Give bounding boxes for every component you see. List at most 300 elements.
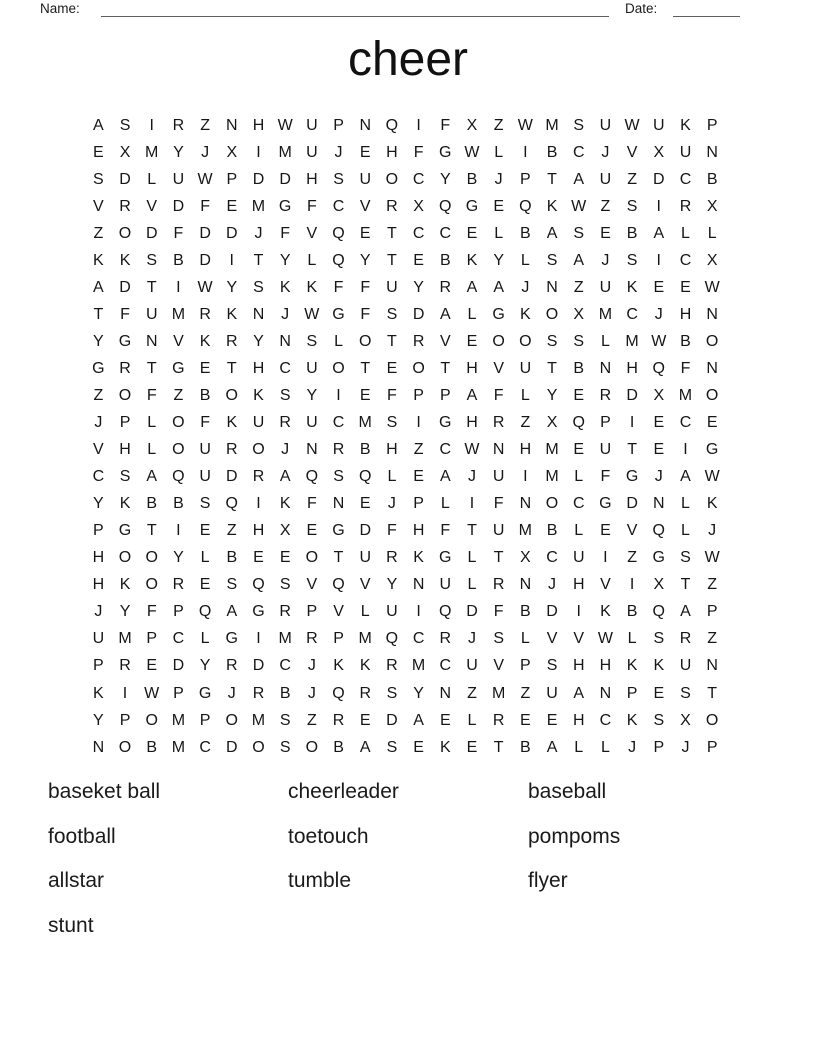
grid-letter: V bbox=[359, 197, 371, 215]
grid-letter: S bbox=[680, 684, 691, 702]
grid-letter: F bbox=[146, 603, 157, 621]
grid-letter: C bbox=[412, 630, 425, 648]
grid-letter: H bbox=[412, 522, 425, 540]
grid-letter: M bbox=[625, 332, 639, 350]
grid-letter: G bbox=[278, 197, 292, 215]
grid-letter: M bbox=[411, 657, 426, 675]
grid-letter: R bbox=[226, 332, 238, 350]
grid-letter: B bbox=[626, 603, 638, 621]
grid-letter: T bbox=[146, 359, 157, 377]
grid-letter: T bbox=[387, 251, 397, 269]
grid-letter: O bbox=[492, 332, 505, 350]
grid-letter: R bbox=[279, 603, 291, 621]
grid-letter: B bbox=[626, 224, 638, 242]
grid-letter: V bbox=[493, 359, 504, 377]
grid-letter: S bbox=[546, 657, 558, 675]
grid-letter: P bbox=[119, 711, 131, 729]
grid-letter: R bbox=[386, 657, 398, 675]
grid-letter: P bbox=[226, 170, 238, 188]
grid-letter: L bbox=[494, 143, 504, 161]
grid-letter: P bbox=[413, 495, 424, 513]
grid-letter: Y bbox=[199, 657, 211, 675]
grid-letter: T bbox=[493, 738, 504, 756]
grid-letter: G bbox=[492, 305, 505, 323]
grid-letter: E bbox=[146, 657, 158, 675]
grid-letter: L bbox=[467, 576, 477, 594]
grid-letter: L bbox=[200, 549, 210, 567]
grid-letter: A bbox=[573, 170, 585, 188]
grid-letter: W bbox=[704, 549, 720, 567]
grid-letter: C bbox=[679, 170, 692, 188]
grid-letter: Y bbox=[359, 251, 371, 269]
grid-letter: J bbox=[281, 305, 290, 323]
grid-letter: B bbox=[173, 251, 184, 269]
grid-letter: F bbox=[493, 603, 504, 621]
grid-letter: W bbox=[571, 197, 587, 215]
grid-letter: T bbox=[333, 549, 344, 567]
grid-letter: Y bbox=[413, 278, 424, 296]
grid-letter: K bbox=[119, 576, 131, 594]
grid-letter: F bbox=[200, 414, 210, 432]
grid-letter: G bbox=[225, 630, 238, 648]
grid-letter: B bbox=[199, 386, 211, 404]
grid-letter: M bbox=[358, 414, 372, 432]
grid-letter: X bbox=[279, 522, 291, 540]
grid-letter: Y bbox=[386, 576, 398, 594]
grid-letter: A bbox=[413, 711, 424, 729]
grid-letter: B bbox=[466, 170, 478, 188]
grid-letter: R bbox=[279, 414, 291, 432]
grid-letter: Z bbox=[93, 224, 104, 242]
grid-letter: D bbox=[279, 170, 291, 188]
grid-letter: W bbox=[597, 630, 613, 648]
grid-letter: H bbox=[679, 305, 692, 323]
grid-letter: X bbox=[706, 197, 718, 215]
grid-letter: L bbox=[147, 441, 157, 459]
grid-letter: L bbox=[574, 522, 584, 540]
grid-letter: K bbox=[626, 657, 638, 675]
grid-letter: V bbox=[546, 630, 558, 648]
grid-letter: F bbox=[493, 386, 504, 404]
grid-letter: U bbox=[306, 414, 318, 432]
grid-letter: S bbox=[546, 251, 558, 269]
grid-letter: M bbox=[171, 305, 186, 323]
grid-letter: D bbox=[359, 522, 371, 540]
grid-letter: F bbox=[333, 278, 344, 296]
grid-letter: L bbox=[520, 251, 530, 269]
grid-letter: A bbox=[226, 603, 238, 621]
grid-letter: H bbox=[599, 657, 612, 675]
grid-letter: E bbox=[359, 224, 371, 242]
grid-letter: E bbox=[386, 359, 398, 377]
grid-letter: I bbox=[336, 386, 341, 404]
grid-letter: L bbox=[147, 414, 157, 432]
grid-letter: X bbox=[413, 197, 424, 215]
grid-letter: Q bbox=[332, 224, 345, 242]
grid-letter: F bbox=[173, 224, 184, 242]
grid-letter: D bbox=[145, 224, 158, 242]
grid-letter: J bbox=[521, 278, 530, 296]
grid-letter: O bbox=[118, 549, 132, 567]
grid-letter: I bbox=[656, 251, 661, 269]
grid-letter: C bbox=[279, 359, 291, 377]
grid-letter: H bbox=[252, 522, 265, 540]
grid-letter: Z bbox=[93, 386, 104, 404]
grid-letter: D bbox=[412, 305, 425, 323]
grid-letter: B bbox=[226, 549, 238, 567]
grid-letter: S bbox=[386, 684, 398, 702]
grid-letter: F bbox=[306, 495, 317, 513]
grid-letter: I bbox=[416, 603, 421, 621]
grid-letter: I bbox=[176, 278, 181, 296]
grid-letter: O bbox=[252, 441, 265, 459]
grid-letter: U bbox=[359, 170, 371, 188]
grid-letter: P bbox=[173, 603, 184, 621]
word-item: pompoms bbox=[528, 824, 621, 848]
grid-letter: O bbox=[545, 305, 559, 323]
grid-letter: N bbox=[653, 495, 665, 513]
grid-letter: B bbox=[359, 441, 371, 459]
grid-letter: B bbox=[439, 251, 451, 269]
grid-letter: M bbox=[518, 522, 532, 540]
grid-letter: E bbox=[573, 386, 585, 404]
grid-letter: G bbox=[172, 359, 185, 377]
grid-letter: S bbox=[386, 414, 398, 432]
grid-letter: K bbox=[333, 657, 344, 675]
grid-letter: G bbox=[705, 441, 719, 459]
grid-letter: S bbox=[653, 711, 665, 729]
grid-letter: U bbox=[466, 657, 478, 675]
puzzle-title: cheer bbox=[347, 33, 469, 86]
grid-letter: E bbox=[653, 278, 665, 296]
grid-letter: O bbox=[172, 414, 185, 432]
grid-letter: O bbox=[172, 441, 185, 459]
grid-letter: H bbox=[626, 359, 638, 377]
grid-letter: U bbox=[172, 170, 185, 188]
grid-letter: S bbox=[493, 630, 504, 648]
grid-letter: W bbox=[517, 116, 533, 134]
grid-letter: K bbox=[413, 549, 424, 567]
grid-letter: L bbox=[387, 468, 397, 486]
grid-letter: D bbox=[199, 251, 211, 269]
grid-letter: Z bbox=[707, 630, 718, 648]
grid-letter: X bbox=[653, 386, 665, 404]
grid-letter: R bbox=[386, 549, 398, 567]
grid-letter: B bbox=[520, 224, 531, 242]
grid-letter: K bbox=[253, 386, 264, 404]
word-item: football bbox=[48, 824, 116, 848]
grid-letter: K bbox=[466, 251, 478, 269]
grid-letter: S bbox=[279, 576, 291, 594]
grid-letter: D bbox=[226, 738, 238, 756]
grid-letter: P bbox=[173, 684, 184, 702]
grid-letter: O bbox=[519, 332, 532, 350]
grid-letter: Q bbox=[332, 576, 345, 594]
grid-letter: U bbox=[306, 116, 318, 134]
grid-letter: P bbox=[600, 414, 611, 432]
grid-letter: G bbox=[118, 522, 132, 540]
grid-letter: K bbox=[119, 251, 131, 269]
grid-letter: K bbox=[279, 278, 291, 296]
grid-letter: D bbox=[226, 468, 238, 486]
grid-letter: S bbox=[626, 251, 638, 269]
grid-letter: Z bbox=[173, 386, 184, 404]
grid-letter: C bbox=[572, 495, 585, 513]
grid-letter: L bbox=[440, 495, 450, 513]
grid-letter: E bbox=[706, 414, 718, 432]
grid-letter: K bbox=[680, 116, 691, 134]
grid-letter: L bbox=[574, 468, 584, 486]
grid-letter: U bbox=[492, 468, 505, 486]
grid-letter: I bbox=[149, 116, 154, 134]
grid-letter: X bbox=[680, 711, 691, 729]
grid-letter: W bbox=[304, 305, 320, 323]
grid-letter: V bbox=[93, 441, 104, 459]
grid-letter: X bbox=[653, 143, 665, 161]
grid-letter: T bbox=[440, 359, 451, 377]
grid-letter: R bbox=[679, 197, 692, 215]
grid-letter: E bbox=[493, 197, 504, 215]
grid-letter: F bbox=[200, 197, 210, 215]
grid-letter: J bbox=[281, 441, 290, 459]
grid-letter: E bbox=[413, 251, 424, 269]
grid-letter: K bbox=[626, 711, 638, 729]
grid-letter: J bbox=[307, 657, 316, 675]
grid-letter: G bbox=[332, 522, 345, 540]
grid-letter: T bbox=[680, 576, 691, 594]
grid-letter: C bbox=[199, 738, 211, 756]
grid-letter: H bbox=[519, 441, 532, 459]
grid-letter: L bbox=[467, 305, 477, 323]
grid-letter: T bbox=[146, 278, 157, 296]
grid-letter: L bbox=[360, 603, 370, 621]
grid-letter: G bbox=[332, 305, 345, 323]
grid-letter: K bbox=[93, 684, 104, 702]
date-blank-line bbox=[673, 16, 740, 17]
grid-letter: O bbox=[358, 332, 372, 350]
grid-letter: F bbox=[280, 224, 291, 242]
grid-letter: K bbox=[653, 657, 665, 675]
grid-letter: Z bbox=[226, 522, 237, 540]
grid-letter: I bbox=[416, 116, 421, 134]
grid-letter: V bbox=[333, 603, 344, 621]
grid-letter: I bbox=[603, 549, 608, 567]
word-item: flyer bbox=[528, 869, 568, 892]
grid-letter: S bbox=[93, 170, 104, 188]
grid-letter: F bbox=[440, 116, 451, 134]
grid-letter: A bbox=[466, 278, 478, 296]
grid-letter: W bbox=[197, 278, 213, 296]
grid-letter: L bbox=[707, 224, 717, 242]
grid-letter: W bbox=[277, 116, 293, 134]
grid-letter: M bbox=[278, 630, 292, 648]
grid-letter: F bbox=[146, 386, 157, 404]
grid-letter: P bbox=[706, 738, 718, 756]
grid-letter: B bbox=[573, 359, 585, 377]
grid-letter: E bbox=[199, 576, 211, 594]
grid-letter: H bbox=[119, 441, 131, 459]
grid-letter: D bbox=[252, 657, 265, 675]
grid-letter: W bbox=[464, 441, 480, 459]
grid-letter: G bbox=[439, 143, 452, 161]
grid-letter: U bbox=[199, 468, 211, 486]
grid-letter: L bbox=[600, 332, 610, 350]
grid-letter: K bbox=[279, 495, 291, 513]
grid-letter: Q bbox=[572, 414, 585, 432]
grid-letter: J bbox=[227, 684, 236, 702]
grid-letter: N bbox=[306, 441, 318, 459]
grid-letter: G bbox=[92, 359, 105, 377]
grid-letter: X bbox=[466, 116, 478, 134]
grid-letter: Q bbox=[225, 495, 238, 513]
grid-letter: U bbox=[252, 414, 265, 432]
grid-letter: S bbox=[119, 116, 131, 134]
grid-letter: L bbox=[307, 251, 317, 269]
grid-letter: Q bbox=[332, 684, 345, 702]
grid-letter: Z bbox=[600, 197, 611, 215]
grid-letter: H bbox=[572, 711, 585, 729]
grid-letter: E bbox=[413, 468, 424, 486]
grid-letter: Q bbox=[385, 116, 399, 134]
letter-grid bbox=[85, 112, 726, 761]
grid-letter: N bbox=[492, 441, 505, 459]
grid-letter: I bbox=[256, 630, 261, 648]
grid-letter: T bbox=[360, 359, 371, 377]
grid-letter: B bbox=[333, 738, 344, 756]
grid-letter: O bbox=[705, 332, 719, 350]
grid-letter: V bbox=[306, 224, 318, 242]
grid-letter: O bbox=[145, 711, 158, 729]
grid-letter: Y bbox=[493, 251, 504, 269]
grid-letter: K bbox=[600, 603, 611, 621]
grid-letter: Q bbox=[385, 630, 399, 648]
grid-letter: D bbox=[172, 197, 185, 215]
grid-letter: S bbox=[253, 278, 264, 296]
grid-letter: M bbox=[118, 630, 132, 648]
grid-letter: E bbox=[359, 386, 371, 404]
grid-letter: D bbox=[172, 657, 185, 675]
grid-letter: W bbox=[624, 116, 640, 134]
grid-letter: O bbox=[705, 711, 719, 729]
grid-letter: K bbox=[520, 305, 531, 323]
grid-letter: R bbox=[199, 305, 211, 323]
grid-letter: R bbox=[332, 711, 345, 729]
grid-letter: T bbox=[146, 522, 157, 540]
grid-letter: B bbox=[680, 332, 691, 350]
grid-letter: O bbox=[545, 495, 559, 513]
grid-letter: J bbox=[254, 224, 263, 242]
grid-letter: O bbox=[305, 738, 319, 756]
grid-letter: U bbox=[519, 359, 532, 377]
grid-letter: M bbox=[251, 197, 266, 215]
word-item: toetouch bbox=[288, 824, 369, 848]
grid-letter: A bbox=[546, 224, 558, 242]
grid-letter: I bbox=[683, 441, 688, 459]
grid-letter: K bbox=[546, 197, 558, 215]
grid-letter: P bbox=[306, 603, 318, 621]
grid-letter: C bbox=[599, 711, 612, 729]
grid-letter: Q bbox=[652, 359, 665, 377]
grid-letter: E bbox=[600, 224, 611, 242]
grid-letter: A bbox=[93, 278, 104, 296]
grid-letter: S bbox=[279, 386, 291, 404]
grid-letter: T bbox=[707, 684, 718, 702]
grid-letter: N bbox=[92, 738, 105, 756]
grid-letter: I bbox=[229, 251, 234, 269]
grid-letter: X bbox=[546, 414, 558, 432]
grid-letter: P bbox=[333, 630, 344, 648]
grid-letter: I bbox=[256, 143, 261, 161]
grid-letter: D bbox=[199, 224, 211, 242]
grid-letter: O bbox=[305, 549, 319, 567]
grid-letter: W bbox=[144, 684, 160, 702]
grid-letter: J bbox=[548, 576, 557, 594]
grid-letter: A bbox=[279, 468, 291, 486]
grid-letter: L bbox=[627, 630, 637, 648]
grid-letter: R bbox=[492, 711, 505, 729]
grid-letter: V bbox=[626, 522, 638, 540]
grid-letter: Z bbox=[573, 278, 584, 296]
grid-letter: Q bbox=[252, 576, 265, 594]
grid-letter: W bbox=[651, 332, 667, 350]
grid-letter: C bbox=[332, 197, 345, 215]
grid-letter: R bbox=[172, 116, 185, 134]
grid-letter: E bbox=[466, 224, 478, 242]
grid-letter: E bbox=[359, 711, 371, 729]
grid-letter: N bbox=[599, 359, 612, 377]
grid-letter: B bbox=[546, 522, 558, 540]
grid-letter: L bbox=[520, 386, 530, 404]
grid-letter: S bbox=[226, 576, 238, 594]
grid-letter: L bbox=[681, 495, 690, 513]
grid-letter: H bbox=[386, 441, 398, 459]
grid-letter: V bbox=[626, 143, 638, 161]
grid-letter: Z bbox=[520, 684, 531, 702]
grid-letter: F bbox=[360, 278, 371, 296]
grid-letter: Q bbox=[652, 603, 665, 621]
grid-letter: H bbox=[466, 359, 478, 377]
grid-letter: G bbox=[625, 468, 639, 486]
grid-letter: B bbox=[146, 495, 158, 513]
grid-letter: Q bbox=[519, 197, 532, 215]
grid-letter: T bbox=[387, 332, 397, 350]
grid-letter: U bbox=[679, 143, 692, 161]
word-item: allstar bbox=[48, 869, 105, 892]
grid-letter: N bbox=[332, 495, 345, 513]
grid-letter: Z bbox=[707, 576, 718, 594]
grid-letter: L bbox=[574, 738, 584, 756]
grid-letter: H bbox=[92, 576, 105, 594]
grid-letter: Z bbox=[467, 684, 477, 702]
grid-letter: W bbox=[464, 143, 480, 161]
grid-letter: N bbox=[252, 305, 265, 323]
grid-letter: C bbox=[279, 657, 291, 675]
grid-letter: T bbox=[547, 359, 557, 377]
grid-letter: X bbox=[520, 549, 531, 567]
grid-letter: Q bbox=[172, 468, 185, 486]
grid-letter: I bbox=[256, 495, 261, 513]
grid-letter: S bbox=[546, 332, 558, 350]
grid-letter: M bbox=[598, 305, 613, 323]
grid-letter: R bbox=[332, 441, 345, 459]
grid-letter: Y bbox=[226, 278, 238, 296]
grid-letter: I bbox=[122, 684, 128, 702]
grid-letter: U bbox=[679, 657, 692, 675]
grid-letter: S bbox=[573, 332, 585, 350]
grid-letter: F bbox=[120, 305, 130, 323]
grid-letter: J bbox=[601, 143, 610, 161]
grid-letter: R bbox=[226, 441, 238, 459]
